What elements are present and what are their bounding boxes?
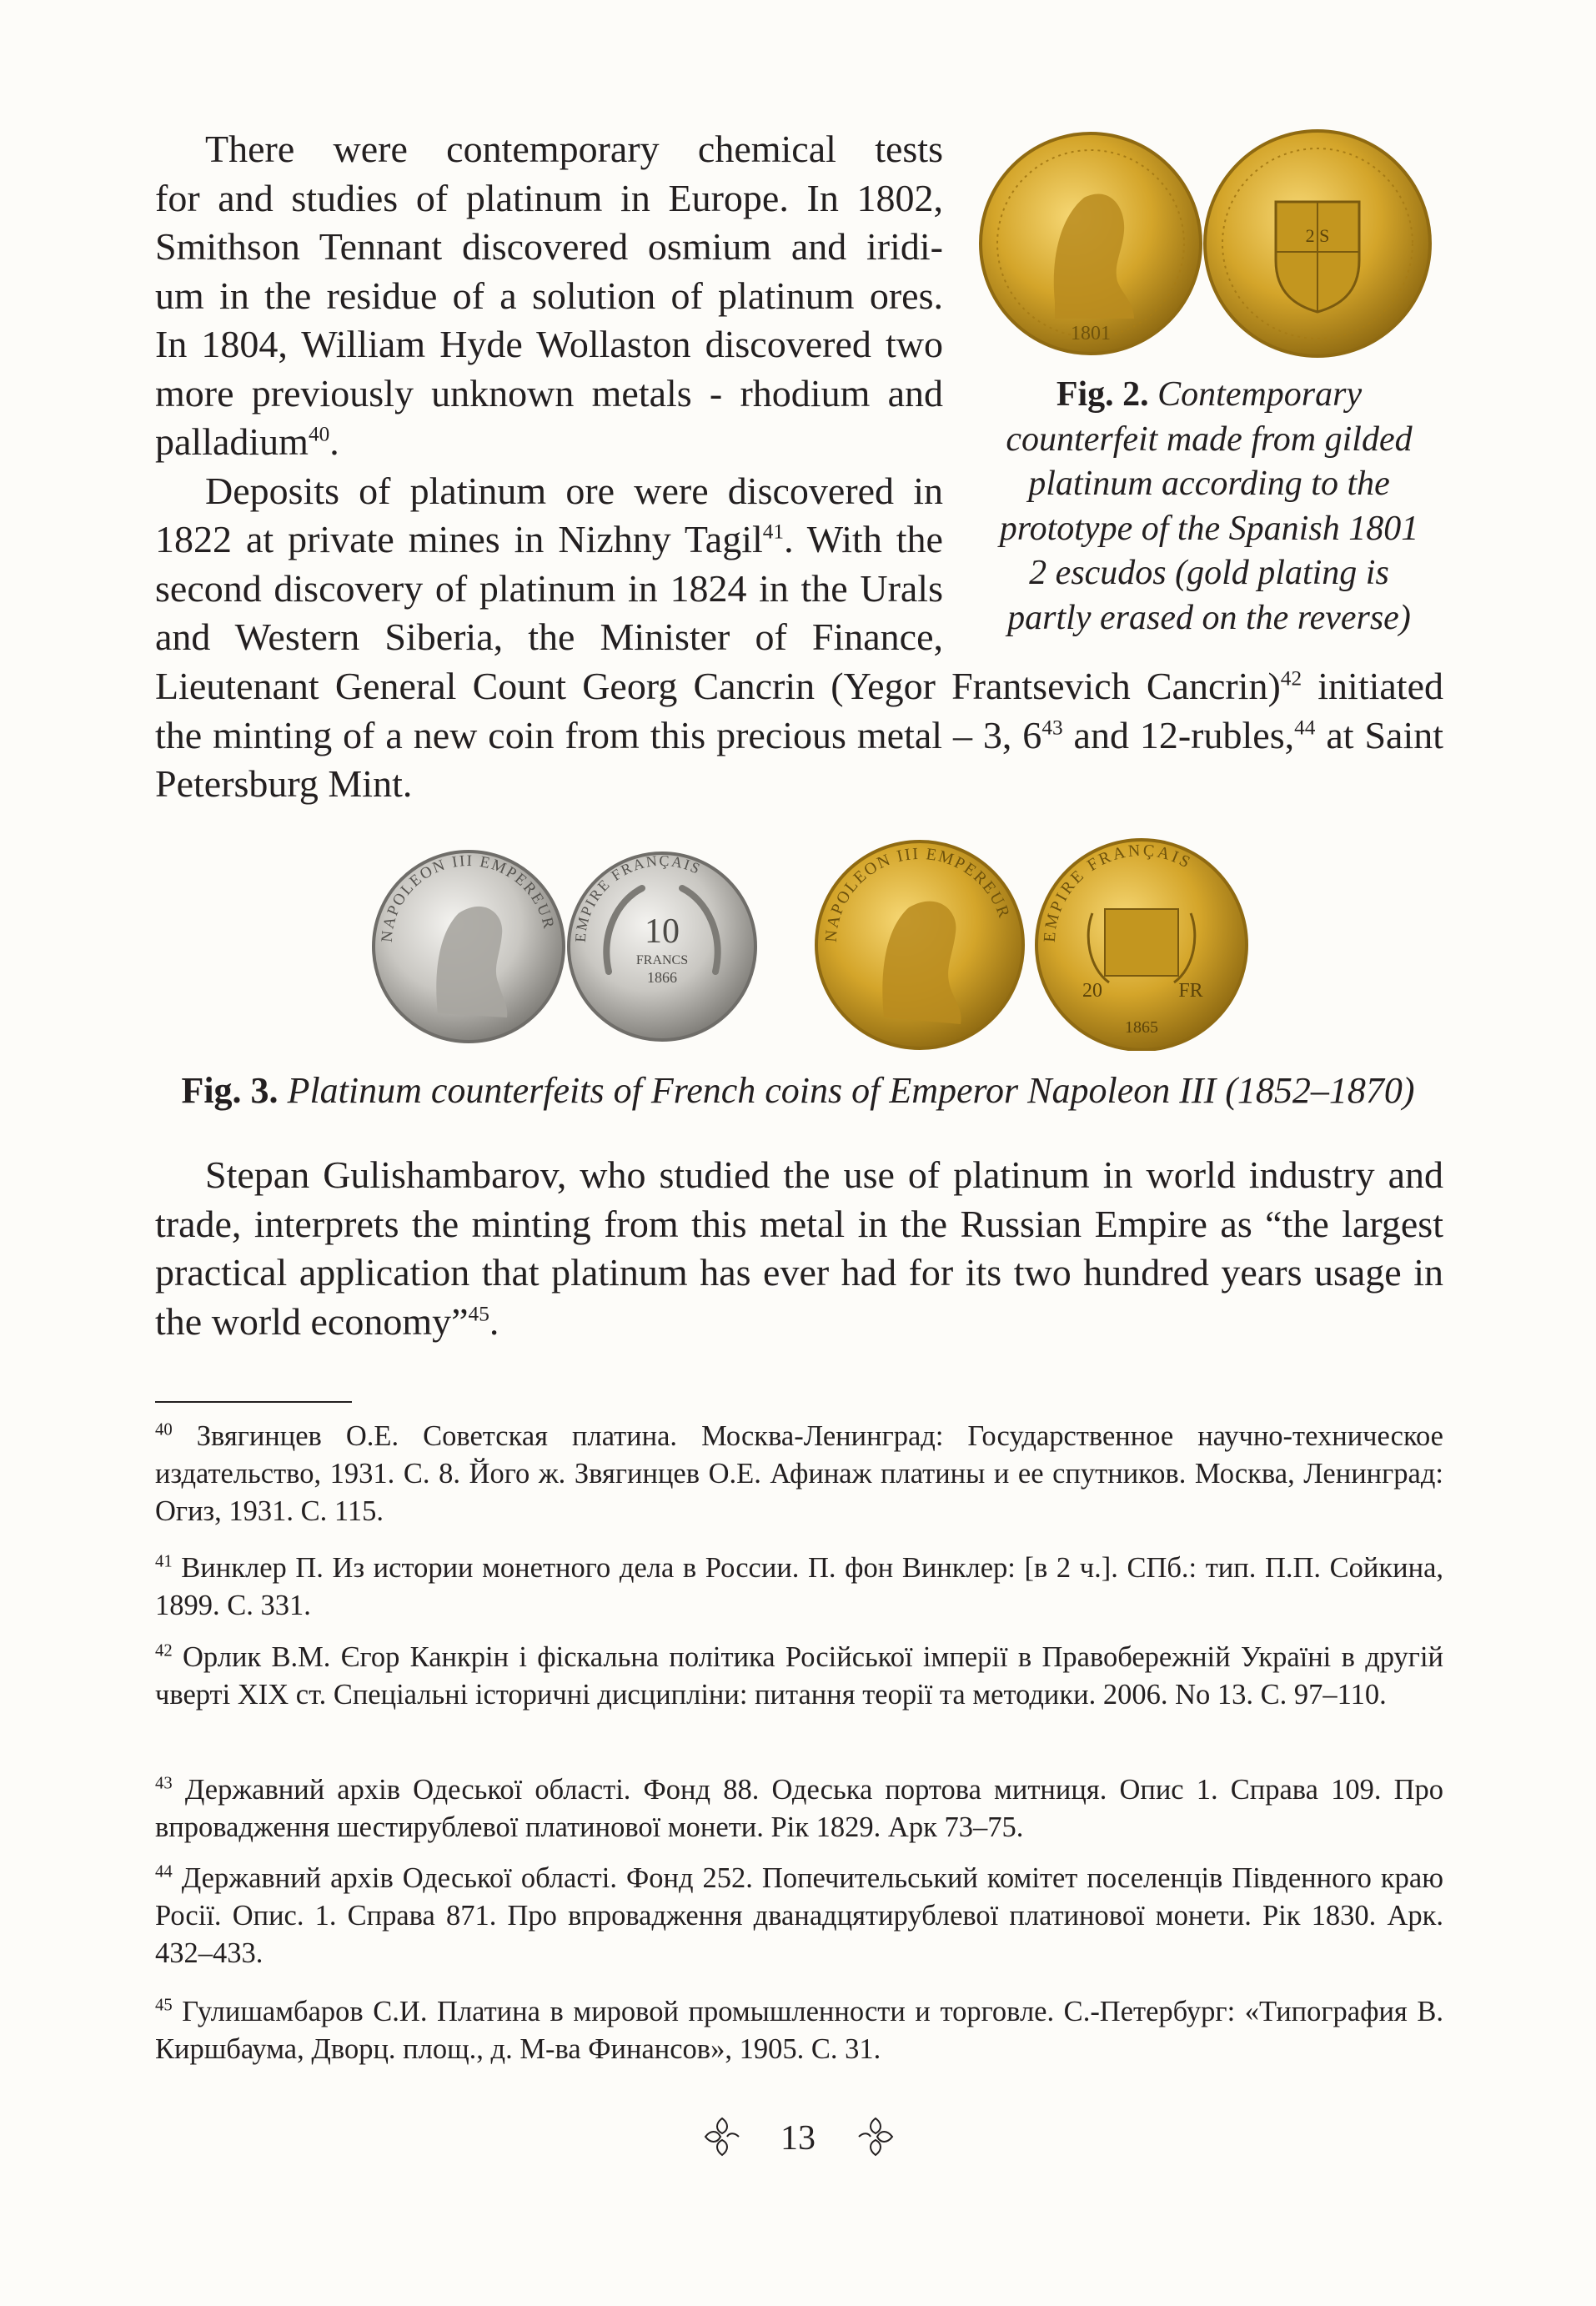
text-line: the world economy”$^{45}$.: [155, 1299, 499, 1343]
footnote-42: $^{42}$ Орлик В.М. Єгор Канкрін і фіскальна політика Російської імперії в Правобережній Україні в другій чверті XIX ст. Спеціальні історичні дисципліни: питання теорії та методики. 2006. No 13. С. 97–110.: [155, 1641, 1444, 1711]
text-line: Smithson Tennant discovered osmium and iridi-: [155, 225, 943, 268]
footnote-number: 40: [155, 1420, 173, 1439]
fig3-caption: [0, 1069, 1596, 1112]
text-line: practical application that platinum has ever had for its two hundred years usage in: [155, 1251, 1443, 1294]
paragraph-cancrin: [155, 662, 1443, 809]
footnote-40: $^{40}$ Звягинцев О.Е. Советская платина. Москва-Ленинград: Государственное научно-техническое издательство, 1931. С. 8. Його ж. Звягинцев О.Е. Афинаж платины и ее спутников. Москва, Ленинград: Огиз, 1931. С. 115.: [155, 1420, 1443, 1527]
text-line: Petersburg Mint.: [155, 762, 413, 805]
footnote-ref: 45: [468, 1302, 489, 1326]
text-line: trade, interprets the minting from this metal in the Russian Empire as “the largest: [155, 1202, 1443, 1245]
coin-value: 10: [645, 912, 680, 951]
coin-legend: 1801: [1071, 323, 1111, 344]
coin-napoleon-silver-obverse: [374, 852, 564, 1042]
footnote-number: 44: [155, 1862, 173, 1881]
text-line: palladium$^{40}$.: [155, 420, 339, 463]
caption-line: 2 escudos (gold plating is: [1029, 554, 1389, 592]
footnote-44: $^{44}$ Державний архів Одеської області. Фонд 252. Попечительський комітет поселенців Південного краю Росії. Опис. 1. Справа 871. Про впровадження дванадцятирублевої платинової монети. Рік 1830. Арк. 432–433.: [155, 1862, 1443, 1969]
footnote-separator: [155, 1401, 352, 1403]
page-number: 13: [780, 2119, 816, 2158]
coin-napoleon-gold-reverse: [1036, 840, 1247, 1050]
footnote-ref: 40: [308, 422, 330, 446]
footnote-ref: 44: [1294, 716, 1316, 740]
fig2-coins: [976, 127, 1443, 369]
coin-year: 1866: [647, 969, 677, 986]
text-line: and Western Siberia, the Minister of Finance,: [155, 615, 943, 658]
text-line: more previously unknown metals - rhodium and: [155, 371, 943, 414]
coin-legend: EMPIRE FRANÇAIS: [1040, 841, 1196, 943]
text-line: um in the residue of a solution of platinum ores.: [155, 274, 943, 317]
coin-year: 1865: [1125, 1018, 1158, 1037]
caption-line: counterfeit made from gilded: [1006, 420, 1413, 459]
paragraph-gulishambarov: [155, 1151, 1443, 1346]
coin-denomination: 2 S: [1305, 225, 1330, 246]
fig3-coins: [359, 834, 1292, 1051]
footnote-ref: 41: [762, 520, 785, 544]
footnote-41: $^{41}$ Винклер П. Из истории монетного дела в России. П. фон Винклер: [в 2 ч.]. СПб.: тип. П.П. Сойкина, 1899. С. 331.: [155, 1552, 1444, 1621]
ornament-right-icon: [856, 2115, 896, 2158]
text-line: the minting of a new coin from this precious metal – 3, $6^{43}$ and 12-rubles,$^{44}$ at Saint: [155, 713, 1444, 756]
caption-text: Platinum counterfeits of French coins of Emperor Napoleon III (1852–1870): [287, 1070, 1415, 1111]
coin-legend: NAPOLEON III EMPEREUR: [821, 844, 1014, 943]
text-line: In 1804, William Hyde Wollaston discovered two: [155, 323, 943, 365]
fig2-caption: [959, 373, 1459, 641]
coin-unit: FR: [1178, 980, 1203, 1002]
coin-napoleon-gold-obverse: [816, 842, 1023, 1048]
text-line: Deposits of platinum ore were discovered in: [205, 469, 943, 512]
footnote-number: 41: [155, 1552, 173, 1571]
coin-napoleon-silver-reverse: [569, 852, 755, 1040]
text-line: for and studies of platinum in Europe. In 1802,: [155, 176, 943, 219]
caption-line: prototype of the Spanish 1801: [999, 509, 1419, 548]
text-line: Stepan Gulishambarov, who studied the use of platinum in world industry and: [205, 1153, 1443, 1196]
text-line: second discovery of platinum in 1824 in the Urals: [155, 566, 943, 610]
footnote-number: 45: [155, 1996, 173, 2015]
coin-reverse-spanish: [1205, 131, 1430, 356]
coin-obverse-spanish: [981, 133, 1201, 354]
paragraph-intro: [155, 125, 943, 662]
caption-line: partly erased on the reverse): [1007, 598, 1411, 637]
text-line: There were contemporary chemical tests: [205, 128, 943, 170]
text-line: Lieutenant General Count Georg Cancrin (Yegor Frantsevich Cancrin)$^{42}$ initiated: [155, 665, 1443, 707]
text-line: 1822 at private mines in Nizhny Tagil$^{41}$. With the: [155, 518, 943, 560]
footnote-45: $^{45}$ Гулишамбаров С.И. Платина в мировой промышленности и торговле. С.-Петербург: «Типография В. Киршбаума, Дворц. площ., д. М-ва Финансов», 1905. С. 31.: [155, 1996, 1443, 2065]
footnote-number: 42: [155, 1641, 173, 1660]
footnote-number: 43: [155, 1774, 173, 1793]
coin-value: 20: [1082, 980, 1102, 1002]
footnote-43: $^{43}$ Державний архів Одеської області. Фонд 88. Одеська портова митниця. Опис 1. Справа 109. Про впровадження шестирублевої платинової монети. Рік 1829. Арк 73–75.: [155, 1774, 1443, 1843]
caption-line: Fig. 2. Contemporary: [1056, 375, 1363, 414]
footnote-ref: 42: [1280, 666, 1302, 691]
coin-unit: FRANCS: [635, 953, 689, 967]
caption-line: platinum according to the: [1028, 465, 1390, 503]
coin-legend: NAPOLEON III EMPEREUR: [378, 852, 558, 943]
figure-label: Fig. 2.: [1056, 375, 1149, 414]
footnote-ref: 43: [1041, 716, 1063, 740]
figure-label: Fig. 3.: [181, 1070, 279, 1111]
coin-legend: EMPIRE FRANÇAIS: [571, 852, 705, 943]
